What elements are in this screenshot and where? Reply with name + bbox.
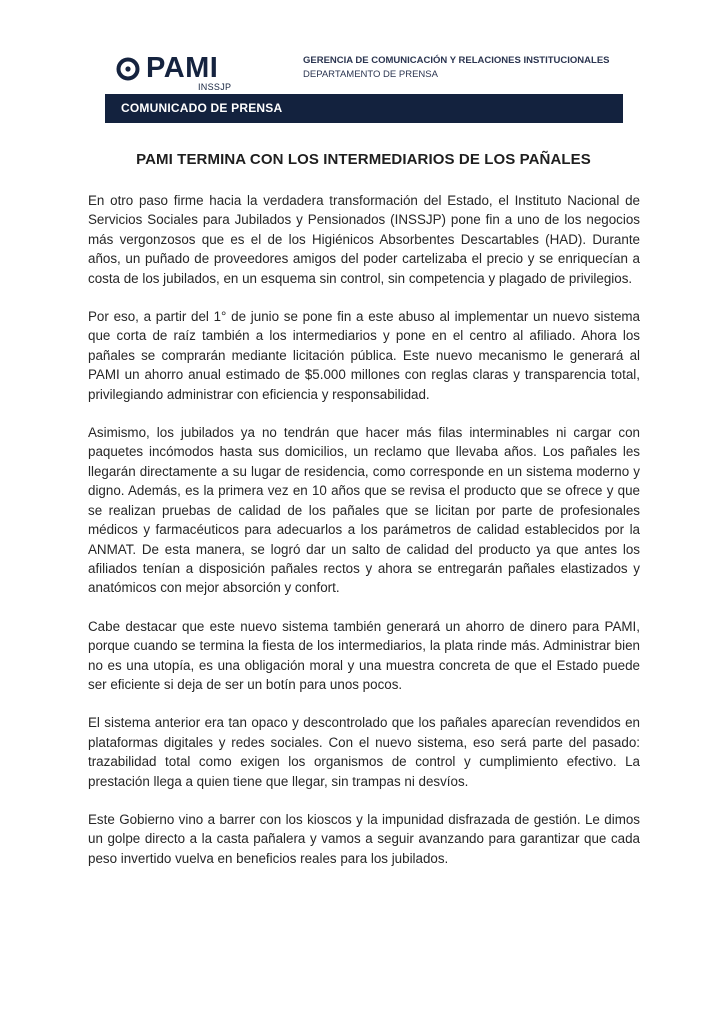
pami-logo-mark-icon	[116, 57, 140, 81]
document-title: PAMI TERMINA CON LOS INTERMEDIARIOS DE LOS PAÑALES	[136, 151, 591, 168]
pami-logo	[116, 52, 234, 92]
paragraph: El sistema anterior era tan opaco y descontrolado que los pañales aparecían revendidos en plataformas digitales y redes sociales. Con el nuevo sistema, eso será parte del pasado: trazabilidad total como exigen los organismos de control y cumplimiento efectivo. La prestación llega a quien tiene que llegar, sin trampas ni desvíos.	[88, 715, 640, 789]
paragraph: Este Gobierno vino a barrer con los kioscos y la impunidad disfrazada de gestión. Le dimos un golpe directo a la casta pañalera y vamos a seguir avanzando para garantizar que cada peso invertido vuelva en beneficios reales para los jubilados.	[88, 811, 640, 866]
department-line-2: DEPARTAMENTO DE PRENSA	[303, 69, 438, 80]
logo-subtitle: INSSJP	[198, 82, 232, 92]
logo-text: PAMI	[146, 52, 219, 84]
press-release-band: COMUNICADO DE PRENSA	[105, 94, 623, 123]
paragraph: Cabe destacar que este nuevo sistema también generará un ahorro de dinero para PAMI, porque cuando se termina la fiesta de los intermediarios, la plata rinde más. Administrar bien no es una utopía, es una obligación moral y una muestra concreta de que el Estado puede ser eficiente si deja de ser un botín para unos pocos.	[88, 618, 640, 692]
department-line-1: GERENCIA DE COMUNICACIÓN Y RELACIONES INSTITUCIONALES	[303, 55, 610, 66]
paragraph: Por eso, a partir del 1° de junio se pone fin a este abuso al implementar un nuevo sistema que corta de raíz también a los intermediarios y pone en el centro al afiliado. Ahora los pañales se comprarán mediante licitación pública. Este nuevo mecanismo le generará al PAMI un ahorro anual estimado de $5.000 millones con reglas claras y transparencia total, privilegiando administrar con eficiencia y responsabilidad.	[88, 309, 640, 402]
document-body	[88, 191, 640, 887]
paragraph: Asimismo, los jubilados ya no tendrán que hacer más filas interminables ni cargar con paquetes incómodos hasta sus domicilios, un reclamo que llevaba años. Los pañales les llegarán directamente a su lugar de residencia, como corresponde en un sistema moderno y digno. Además, es la primera vez en 10 años que se revisa el producto que se ofrece y que se realizan pruebas de calidad de los pañales que se licitan por parte de profesionales médicos y farmacéuticos para adecuarlos a los parámetros de calidad establecidos por la ANMAT. De esta manera, se logró dar un salto de calidad del producto ya que antes los afiliados tenían a disposición pañales rectos y ahora se entregarán pañales elastizados y anatómicos con mejor absorción y confort.	[88, 425, 640, 596]
department-info	[303, 54, 610, 82]
paragraph: En otro paso firme hacia la verdadera transformación del Estado, el Instituto Nacional de Servicios Sociales para Jubilados y Pensionados (INSSJP) pone fin a uno de los negocios más vergonzosos que es el de los Higiénicos Absorbentes Descartables (HAD). Durante años, un puñado de proveedores amigos del poder cartelizaba el precio y se enriquecían a costa de los jubilados, en un esquema sin control, sin competencia y plagado de privilegios.	[88, 193, 640, 286]
